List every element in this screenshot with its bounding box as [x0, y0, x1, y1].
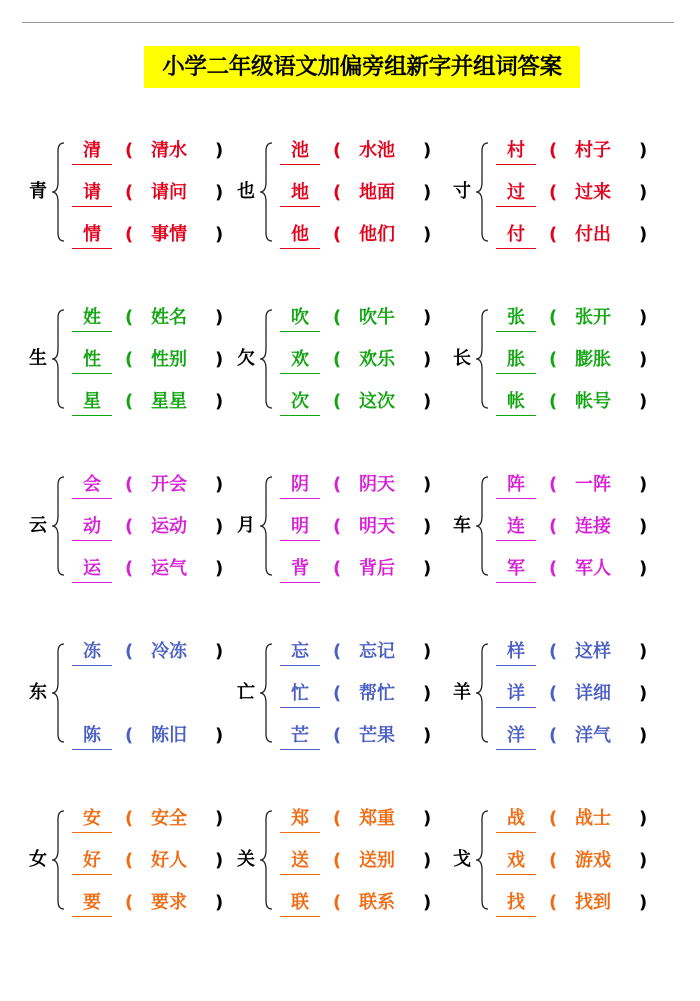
close-parenthesis: ) [423, 725, 432, 746]
word-entry [72, 347, 242, 375]
radical-group [449, 629, 669, 759]
left-brace-icon [475, 476, 489, 576]
close-parenthesis: ) [639, 182, 648, 203]
radical-group [233, 796, 453, 926]
close-parenthesis: ) [215, 516, 224, 537]
word-entry [280, 138, 450, 166]
open-parenthesis: ( [333, 516, 342, 537]
close-parenthesis: ) [639, 516, 648, 537]
radical-group [25, 128, 245, 258]
close-parenthesis: ) [639, 349, 648, 370]
word-entry [496, 514, 666, 542]
close-parenthesis: ) [423, 892, 432, 913]
compound-word: 洋气 [575, 725, 611, 746]
close-parenthesis: ) [215, 182, 224, 203]
left-brace-icon [475, 810, 489, 910]
new-character: 好 [72, 848, 112, 875]
compound-word: 陈旧 [151, 725, 187, 746]
new-character: 他 [280, 222, 320, 249]
new-character: 会 [72, 472, 112, 499]
compound-word: 详细 [575, 683, 611, 704]
base-character: 也 [237, 181, 255, 202]
radical-group [25, 295, 245, 425]
new-character: 详 [496, 681, 536, 708]
radical-group [233, 629, 453, 759]
open-parenthesis: ( [333, 892, 342, 913]
close-parenthesis: ) [423, 474, 432, 495]
base-character: 青 [29, 181, 47, 202]
radical-group [25, 629, 245, 759]
new-character: 忙 [280, 681, 320, 708]
compound-word: 地面 [359, 182, 395, 203]
compound-word: 冷冻 [151, 641, 187, 662]
compound-word: 水池 [359, 140, 395, 161]
close-parenthesis: ) [639, 558, 648, 579]
word-entry [280, 639, 450, 667]
new-character: 背 [280, 556, 320, 583]
compound-word: 帮忙 [359, 683, 395, 704]
word-entry [280, 180, 450, 208]
left-brace-icon [259, 643, 273, 743]
compound-word: 游戏 [575, 850, 611, 871]
new-character: 连 [496, 514, 536, 541]
left-brace-icon [475, 142, 489, 242]
open-parenthesis: ( [549, 224, 558, 245]
open-parenthesis: ( [549, 391, 558, 412]
open-parenthesis: ( [333, 683, 342, 704]
compound-word: 吹牛 [359, 307, 395, 328]
close-parenthesis: ) [215, 558, 224, 579]
close-parenthesis: ) [215, 307, 224, 328]
word-entry [72, 472, 242, 500]
compound-word: 开会 [151, 474, 187, 495]
new-character: 次 [280, 389, 320, 416]
radical-group [449, 128, 669, 258]
new-character: 找 [496, 890, 536, 917]
new-character: 清 [72, 138, 112, 165]
word-entry [496, 389, 666, 417]
close-parenthesis: ) [423, 850, 432, 871]
compound-word: 欢乐 [359, 349, 395, 370]
new-character: 性 [72, 347, 112, 374]
word-entry [72, 222, 242, 250]
word-entry [280, 305, 450, 333]
close-parenthesis: ) [639, 808, 648, 829]
new-character: 情 [72, 222, 112, 249]
word-entry [280, 681, 450, 709]
base-character: 欠 [237, 348, 255, 369]
new-character: 样 [496, 639, 536, 666]
compound-word: 膨胀 [575, 349, 611, 370]
word-entry [496, 347, 666, 375]
word-entry [280, 890, 450, 918]
word-entry [280, 806, 450, 834]
radical-group [233, 128, 453, 258]
open-parenthesis: ( [333, 391, 342, 412]
compound-word: 他们 [359, 224, 395, 245]
word-entry [496, 806, 666, 834]
open-parenthesis: ( [125, 349, 134, 370]
new-character: 明 [280, 514, 320, 541]
open-parenthesis: ( [125, 140, 134, 161]
open-parenthesis: ( [125, 725, 134, 746]
compound-word: 好人 [151, 850, 187, 871]
compound-word: 阴天 [359, 474, 395, 495]
compound-word: 帐号 [575, 391, 611, 412]
open-parenthesis: ( [549, 808, 558, 829]
close-parenthesis: ) [423, 516, 432, 537]
open-parenthesis: ( [549, 892, 558, 913]
word-entry [280, 347, 450, 375]
word-entry [280, 514, 450, 542]
word-entry [72, 639, 242, 667]
radical-group [449, 796, 669, 926]
left-brace-icon [259, 309, 273, 409]
new-character: 请 [72, 180, 112, 207]
word-entry [496, 138, 666, 166]
new-character: 战 [496, 806, 536, 833]
open-parenthesis: ( [333, 307, 342, 328]
left-brace-icon [51, 643, 65, 743]
open-parenthesis: ( [125, 808, 134, 829]
left-brace-icon [259, 476, 273, 576]
compound-word: 送别 [359, 850, 395, 871]
compound-word: 这样 [575, 641, 611, 662]
close-parenthesis: ) [423, 307, 432, 328]
compound-word: 一阵 [575, 474, 611, 495]
open-parenthesis: ( [549, 683, 558, 704]
open-parenthesis: ( [125, 474, 134, 495]
open-parenthesis: ( [333, 140, 342, 161]
open-parenthesis: ( [549, 182, 558, 203]
word-entry [496, 222, 666, 250]
new-character: 过 [496, 180, 536, 207]
close-parenthesis: ) [215, 892, 224, 913]
compound-word: 郑重 [359, 808, 395, 829]
new-character: 陈 [72, 723, 112, 750]
compound-word: 战士 [575, 808, 611, 829]
compound-word: 张开 [575, 307, 611, 328]
compound-word: 村子 [575, 140, 611, 161]
compound-word: 背后 [359, 558, 395, 579]
close-parenthesis: ) [215, 224, 224, 245]
open-parenthesis: ( [125, 307, 134, 328]
close-parenthesis: ) [639, 224, 648, 245]
new-character: 阵 [496, 472, 536, 499]
open-parenthesis: ( [125, 892, 134, 913]
word-entry [496, 848, 666, 876]
compound-word: 联系 [359, 892, 395, 913]
close-parenthesis: ) [423, 182, 432, 203]
new-character: 送 [280, 848, 320, 875]
close-parenthesis: ) [215, 641, 224, 662]
open-parenthesis: ( [333, 641, 342, 662]
word-entry [496, 723, 666, 751]
new-character: 付 [496, 222, 536, 249]
word-entry [72, 556, 242, 584]
compound-word: 姓名 [151, 307, 187, 328]
compound-word: 付出 [575, 224, 611, 245]
compound-word: 请问 [151, 182, 187, 203]
base-character: 东 [29, 682, 47, 703]
close-parenthesis: ) [215, 850, 224, 871]
new-character: 地 [280, 180, 320, 207]
compound-word: 星星 [151, 391, 187, 412]
base-character: 生 [29, 348, 47, 369]
open-parenthesis: ( [549, 725, 558, 746]
word-entry [72, 180, 242, 208]
close-parenthesis: ) [639, 683, 648, 704]
new-character: 芒 [280, 723, 320, 750]
compound-word: 清水 [151, 140, 187, 161]
new-character: 星 [72, 389, 112, 416]
close-parenthesis: ) [639, 140, 648, 161]
compound-word: 安全 [151, 808, 187, 829]
compound-word: 要求 [151, 892, 187, 913]
left-brace-icon [51, 142, 65, 242]
compound-word: 连接 [575, 516, 611, 537]
close-parenthesis: ) [639, 391, 648, 412]
close-parenthesis: ) [639, 725, 648, 746]
word-entry [496, 305, 666, 333]
new-character: 动 [72, 514, 112, 541]
close-parenthesis: ) [423, 140, 432, 161]
open-parenthesis: ( [333, 224, 342, 245]
new-character: 吹 [280, 305, 320, 332]
new-character: 联 [280, 890, 320, 917]
compound-word: 事情 [151, 224, 187, 245]
compound-word: 芒果 [359, 725, 395, 746]
open-parenthesis: ( [549, 349, 558, 370]
close-parenthesis: ) [423, 641, 432, 662]
left-brace-icon [475, 309, 489, 409]
word-entry [280, 472, 450, 500]
left-brace-icon [475, 643, 489, 743]
base-character: 关 [237, 849, 255, 870]
word-entry [72, 138, 242, 166]
open-parenthesis: ( [333, 182, 342, 203]
new-character: 安 [72, 806, 112, 833]
radical-group [25, 796, 245, 926]
left-brace-icon [51, 476, 65, 576]
base-character: 车 [453, 515, 471, 536]
compound-word: 忘记 [359, 641, 395, 662]
new-character: 池 [280, 138, 320, 165]
close-parenthesis: ) [215, 140, 224, 161]
radical-group [449, 295, 669, 425]
close-parenthesis: ) [423, 391, 432, 412]
left-brace-icon [259, 142, 273, 242]
new-character: 姓 [72, 305, 112, 332]
word-entry [496, 681, 666, 709]
close-parenthesis: ) [639, 307, 648, 328]
close-parenthesis: ) [215, 349, 224, 370]
open-parenthesis: ( [549, 641, 558, 662]
open-parenthesis: ( [549, 850, 558, 871]
close-parenthesis: ) [423, 349, 432, 370]
word-entry [280, 556, 450, 584]
word-entry [496, 556, 666, 584]
new-character: 欢 [280, 347, 320, 374]
compound-word: 找到 [575, 892, 611, 913]
word-entry [280, 848, 450, 876]
page-title: 小学二年级语文加偏旁组新字并组词答案 [144, 46, 580, 88]
word-entry [280, 723, 450, 751]
word-entry [72, 890, 242, 918]
close-parenthesis: ) [639, 850, 648, 871]
base-character: 寸 [453, 181, 471, 202]
open-parenthesis: ( [549, 140, 558, 161]
base-character: 亡 [237, 682, 255, 703]
compound-word: 运气 [151, 558, 187, 579]
new-character: 洋 [496, 723, 536, 750]
open-parenthesis: ( [125, 391, 134, 412]
radical-group [233, 462, 453, 592]
new-character: 帐 [496, 389, 536, 416]
new-character: 阴 [280, 472, 320, 499]
new-character: 村 [496, 138, 536, 165]
close-parenthesis: ) [423, 558, 432, 579]
close-parenthesis: ) [639, 474, 648, 495]
compound-word: 军人 [575, 558, 611, 579]
new-character: 忘 [280, 639, 320, 666]
base-character: 长 [453, 348, 471, 369]
open-parenthesis: ( [333, 850, 342, 871]
open-parenthesis: ( [125, 558, 134, 579]
new-character: 军 [496, 556, 536, 583]
close-parenthesis: ) [423, 224, 432, 245]
left-brace-icon [51, 810, 65, 910]
new-character: 胀 [496, 347, 536, 374]
left-brace-icon [259, 810, 273, 910]
open-parenthesis: ( [333, 474, 342, 495]
left-brace-icon [51, 309, 65, 409]
open-parenthesis: ( [333, 808, 342, 829]
new-character: 要 [72, 890, 112, 917]
compound-word: 明天 [359, 516, 395, 537]
open-parenthesis: ( [549, 307, 558, 328]
open-parenthesis: ( [125, 850, 134, 871]
word-entry [496, 180, 666, 208]
open-parenthesis: ( [125, 182, 134, 203]
word-entry [496, 890, 666, 918]
word-entry [496, 472, 666, 500]
word-entry [72, 389, 242, 417]
close-parenthesis: ) [215, 808, 224, 829]
word-entry [72, 848, 242, 876]
radical-group [449, 462, 669, 592]
top-divider [22, 22, 674, 23]
open-parenthesis: ( [125, 516, 134, 537]
base-character: 月 [237, 515, 255, 536]
open-parenthesis: ( [549, 558, 558, 579]
compound-word: 性别 [151, 349, 187, 370]
open-parenthesis: ( [125, 641, 134, 662]
new-character: 冻 [72, 639, 112, 666]
close-parenthesis: ) [215, 725, 224, 746]
new-character: 郑 [280, 806, 320, 833]
open-parenthesis: ( [333, 558, 342, 579]
word-entry [72, 514, 242, 542]
new-character: 运 [72, 556, 112, 583]
word-entry [280, 222, 450, 250]
base-character: 云 [29, 515, 47, 536]
word-entry [280, 389, 450, 417]
base-character: 戈 [453, 849, 471, 870]
word-entry [72, 723, 242, 751]
close-parenthesis: ) [215, 391, 224, 412]
close-parenthesis: ) [215, 474, 224, 495]
open-parenthesis: ( [333, 725, 342, 746]
word-entry [72, 305, 242, 333]
word-entry [72, 806, 242, 834]
base-character: 羊 [453, 682, 471, 703]
close-parenthesis: ) [639, 892, 648, 913]
radical-group [233, 295, 453, 425]
base-character: 女 [29, 849, 47, 870]
open-parenthesis: ( [549, 516, 558, 537]
close-parenthesis: ) [423, 683, 432, 704]
new-character: 戏 [496, 848, 536, 875]
compound-word: 运动 [151, 516, 187, 537]
radical-group [25, 462, 245, 592]
word-entry [496, 639, 666, 667]
open-parenthesis: ( [549, 474, 558, 495]
close-parenthesis: ) [639, 641, 648, 662]
open-parenthesis: ( [333, 349, 342, 370]
new-character: 张 [496, 305, 536, 332]
compound-word: 过来 [575, 182, 611, 203]
compound-word: 这次 [359, 391, 395, 412]
close-parenthesis: ) [423, 808, 432, 829]
open-parenthesis: ( [125, 224, 134, 245]
